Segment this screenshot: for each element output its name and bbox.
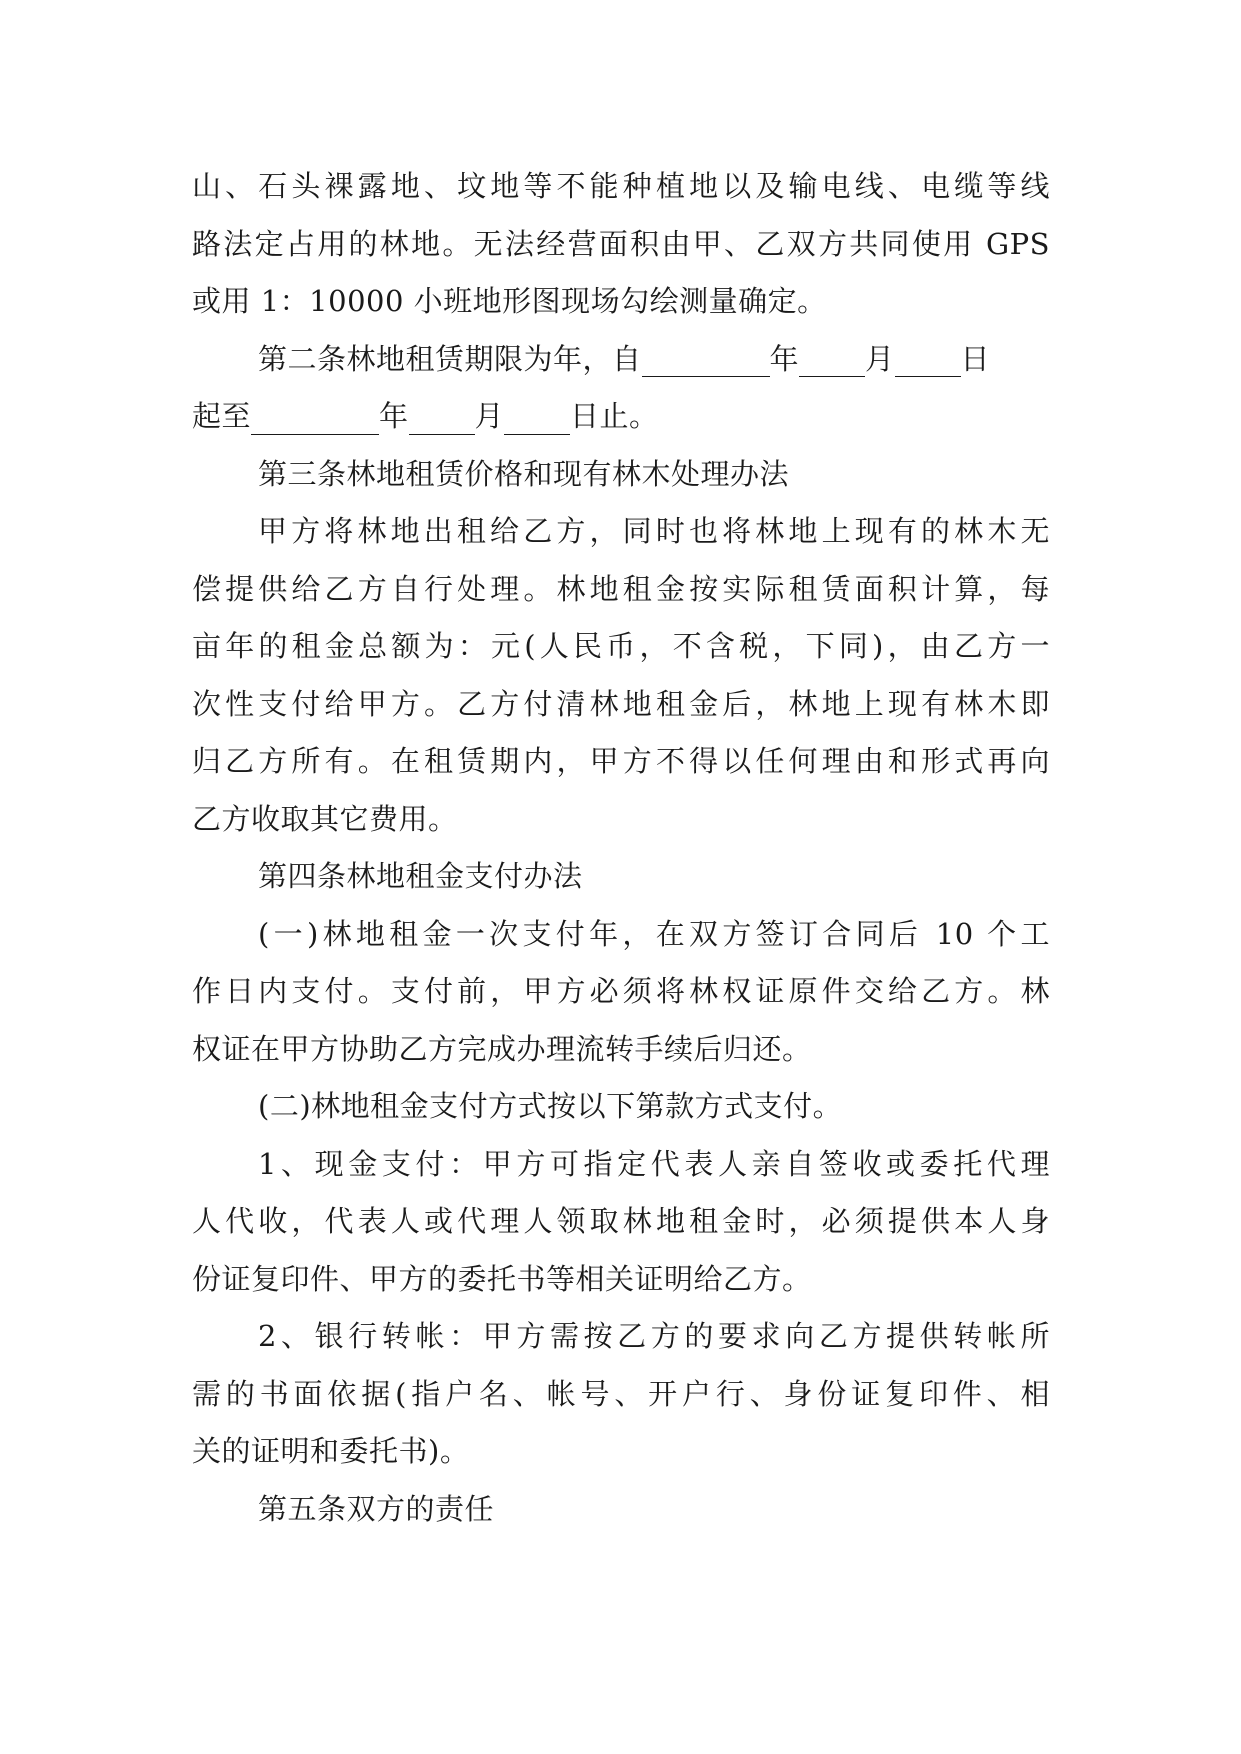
article-2-text-b: 年 — [769, 341, 800, 376]
text-line: 份证复印件、甲方的委托书等相关证明给乙方。 — [192, 1261, 812, 1296]
text-line: 甲方将林地出租给乙方，同时也将林地上现有的林木无 — [258, 514, 1050, 548]
article-2-text-e: 起至 — [192, 399, 252, 433]
text-line: 第三条林地租赁价格和现有林木处理办法 — [258, 456, 790, 491]
text-line: 或用 1：10000 小班地形图现场勾绘测量确定。 — [192, 284, 827, 318]
text-line: 人代收，代表人或代理人领取林地租金时，必须提供本人身 — [192, 1204, 1050, 1238]
paragraph-bank-transfer — [192, 1308, 1050, 1481]
paragraph-article-4-1 — [192, 906, 1050, 1079]
text-line: 关的证明和委托书)。 — [192, 1434, 470, 1468]
text-line: 权证在甲方协助乙方完成办理流转手续后归还。 — [192, 1031, 812, 1066]
text-line: 需的书面依据(指户名、帐号、开户行、身份证复印件、相 — [192, 1376, 1050, 1411]
article-2-text-a: 第二条林地租赁期限为年，自 — [258, 341, 642, 376]
paragraph-article-2 — [192, 331, 1050, 446]
document-body — [192, 158, 1050, 1538]
text-line: 第五条双方的责任 — [258, 1491, 495, 1526]
blank-year-end — [251, 400, 379, 434]
paragraph-article-4-2 — [192, 1078, 1050, 1136]
article-2-text-f: 年 — [379, 399, 409, 433]
text-line: 次性支付给甲方。乙方付清林地租金后，林地上现有林木即 — [192, 686, 1050, 721]
paragraph-continuation — [192, 158, 1050, 331]
article-2-text-g: 月 — [474, 399, 505, 433]
article-2-text-h: 日止。 — [570, 399, 659, 433]
text-line: 路法定占用的林地。无法经营面积由甲、乙双方共同使用 GPS — [192, 226, 1050, 261]
text-line: 山、石头裸露地、坟地等不能种植地以及输电线、电缆等线 — [192, 169, 1050, 203]
text-line: (二)林地租金支付方式按以下第款方式支付。 — [258, 1089, 843, 1123]
article-2-text-d: 日 — [960, 341, 991, 376]
paragraph-cash-payment — [192, 1136, 1050, 1309]
heading-article-4 — [192, 848, 1050, 906]
blank-day-start — [895, 343, 961, 377]
text-line: 亩年的租金总额为：元(人民币，不含税，下同)，由乙方一 — [192, 629, 1050, 663]
blank-month-end — [409, 400, 475, 434]
blank-month-start — [799, 343, 865, 377]
text-line: 2、银行转帐：甲方需按乙方的要求向乙方提供转帐所 — [258, 1319, 1050, 1353]
heading-article-3 — [192, 446, 1050, 504]
paragraph-article-3 — [192, 503, 1050, 848]
text-line — [192, 331, 1050, 389]
text-line — [192, 388, 1050, 446]
text-line: 1、现金支付：甲方可指定代表人亲自签收或委托代理 — [258, 1146, 1050, 1181]
heading-article-5 — [192, 1481, 1050, 1539]
blank-year-start — [642, 343, 770, 377]
text-line: 偿提供给乙方自行处理。林地租金按实际租赁面积计算，每 — [192, 571, 1050, 606]
text-line: 归乙方所有。在租赁期内，甲方不得以任何理由和形式再向 — [192, 744, 1050, 778]
article-2-text-c: 月 — [865, 341, 895, 376]
text-line: (一)林地租金一次支付年，在双方签订合同后 10 个工 — [258, 916, 1050, 951]
blank-day-end — [504, 400, 570, 434]
text-line: 第四条林地租金支付办法 — [258, 859, 583, 893]
text-line: 作日内支付。支付前，甲方必须将林权证原件交给乙方。林 — [192, 974, 1050, 1008]
text-line: 乙方收取其它费用。 — [192, 801, 458, 836]
